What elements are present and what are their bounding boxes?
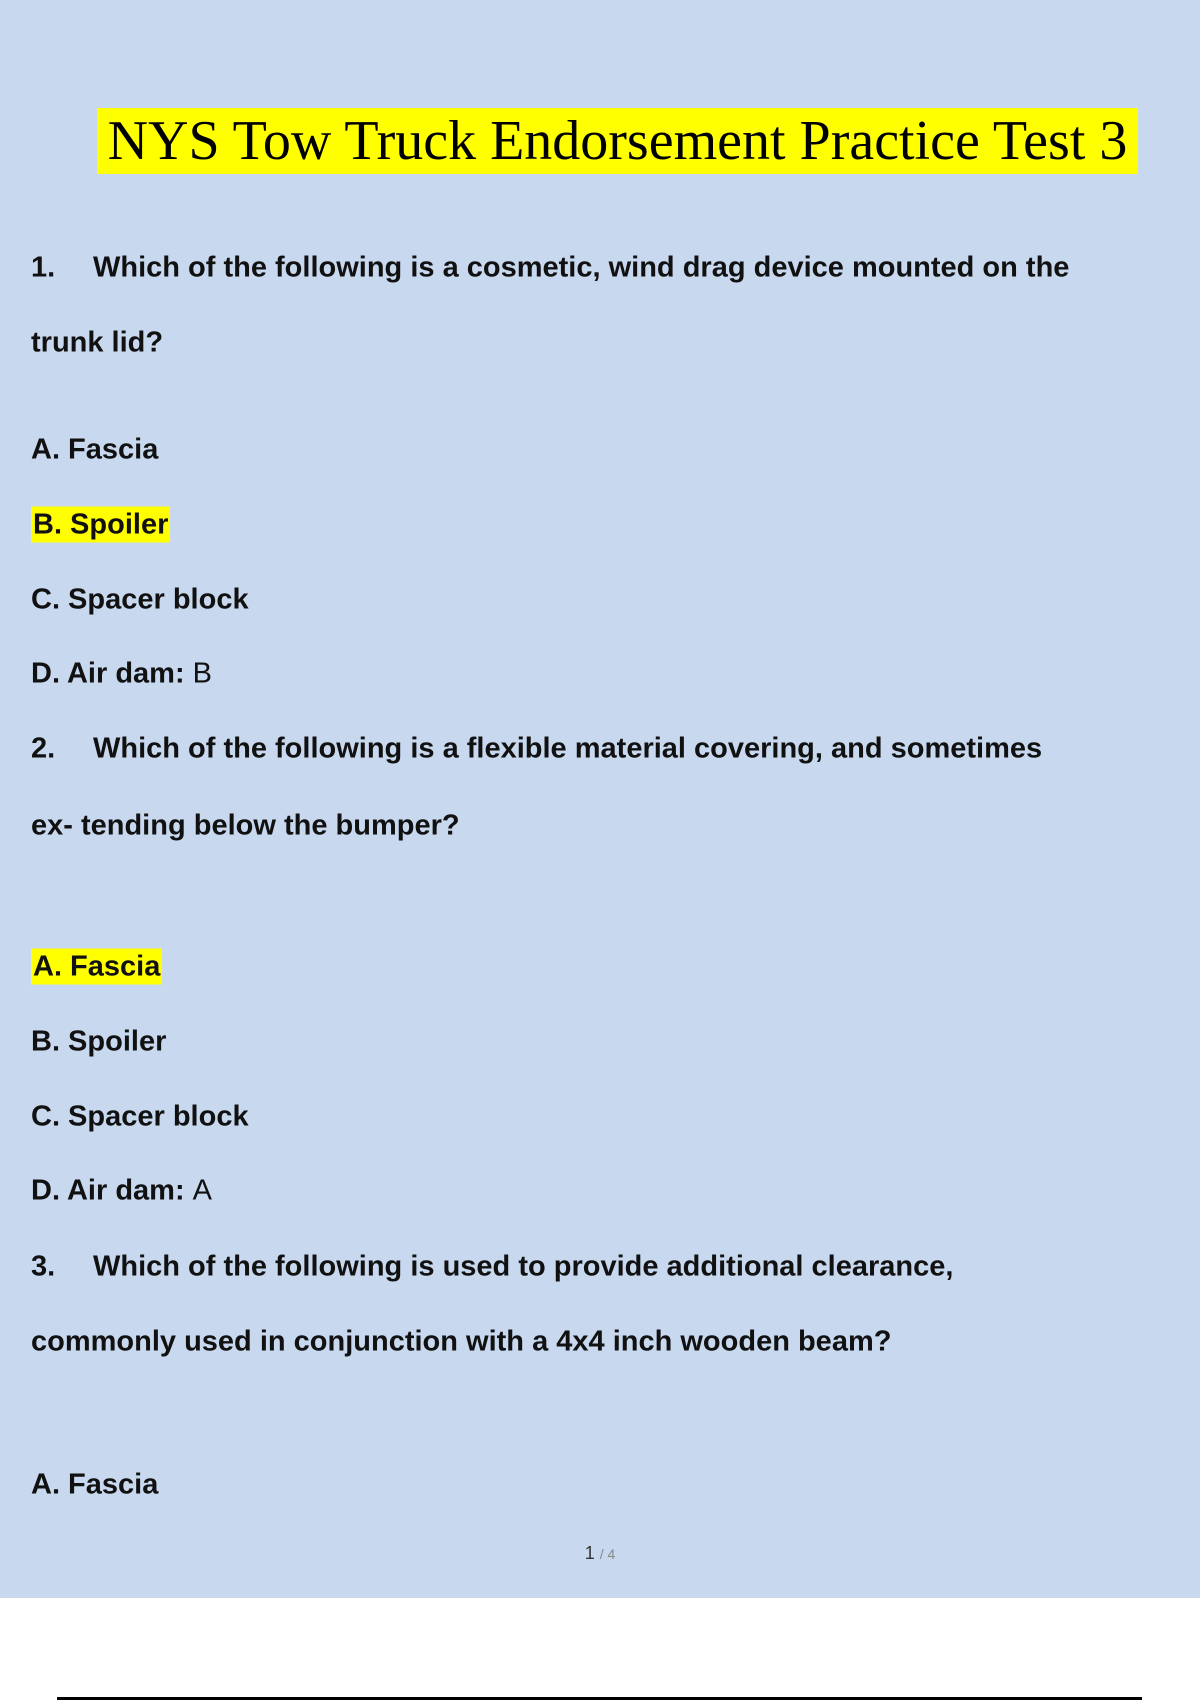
option-text: D. Air dam:	[31, 657, 185, 690]
document-title: NYS Tow Truck Endorsement Practice Test 3	[97, 108, 1138, 174]
page-indicator	[0, 1543, 1200, 1564]
highlighted-answer: A. Fascia	[33, 950, 161, 983]
question-3-cont: commonly used in conjunction with a 4x4 inch wooden beam?	[31, 1325, 892, 1358]
answer-key: A	[192, 1174, 213, 1207]
question-number: 2.	[31, 732, 56, 765]
question-2-cont: ex- tending below the bumper?	[31, 809, 460, 842]
highlighted-answer: B. Spoiler	[33, 508, 169, 541]
question-1-cont: trunk lid?	[31, 326, 164, 359]
option: C. Spacer block	[31, 1100, 249, 1133]
question-text: Which of the following is a flexible material covering, and sometimes	[93, 732, 1043, 765]
option: C. Spacer block	[31, 583, 249, 616]
option	[31, 658, 212, 691]
current-page: 1	[584, 1543, 595, 1563]
option: A. Fascia	[31, 1468, 159, 1501]
question-2	[31, 733, 1042, 766]
question-1	[31, 252, 1069, 285]
question-number: 1.	[31, 251, 56, 284]
question-number: 3.	[31, 1250, 56, 1283]
question-text: Which of the following is used to provide additional clearance,	[93, 1250, 954, 1283]
option-highlighted	[31, 509, 170, 542]
option	[31, 1175, 212, 1208]
question-text: Which of the following is a cosmetic, wind drag device mounted on the	[93, 251, 1070, 284]
question-3	[31, 1251, 953, 1284]
option-text: D. Air dam:	[31, 1174, 185, 1207]
total-pages: / 4	[599, 1546, 616, 1562]
option: A. Fascia	[31, 433, 159, 466]
option: B. Spoiler	[31, 1025, 167, 1058]
answer-key: B	[192, 657, 213, 690]
option-highlighted	[31, 951, 162, 984]
